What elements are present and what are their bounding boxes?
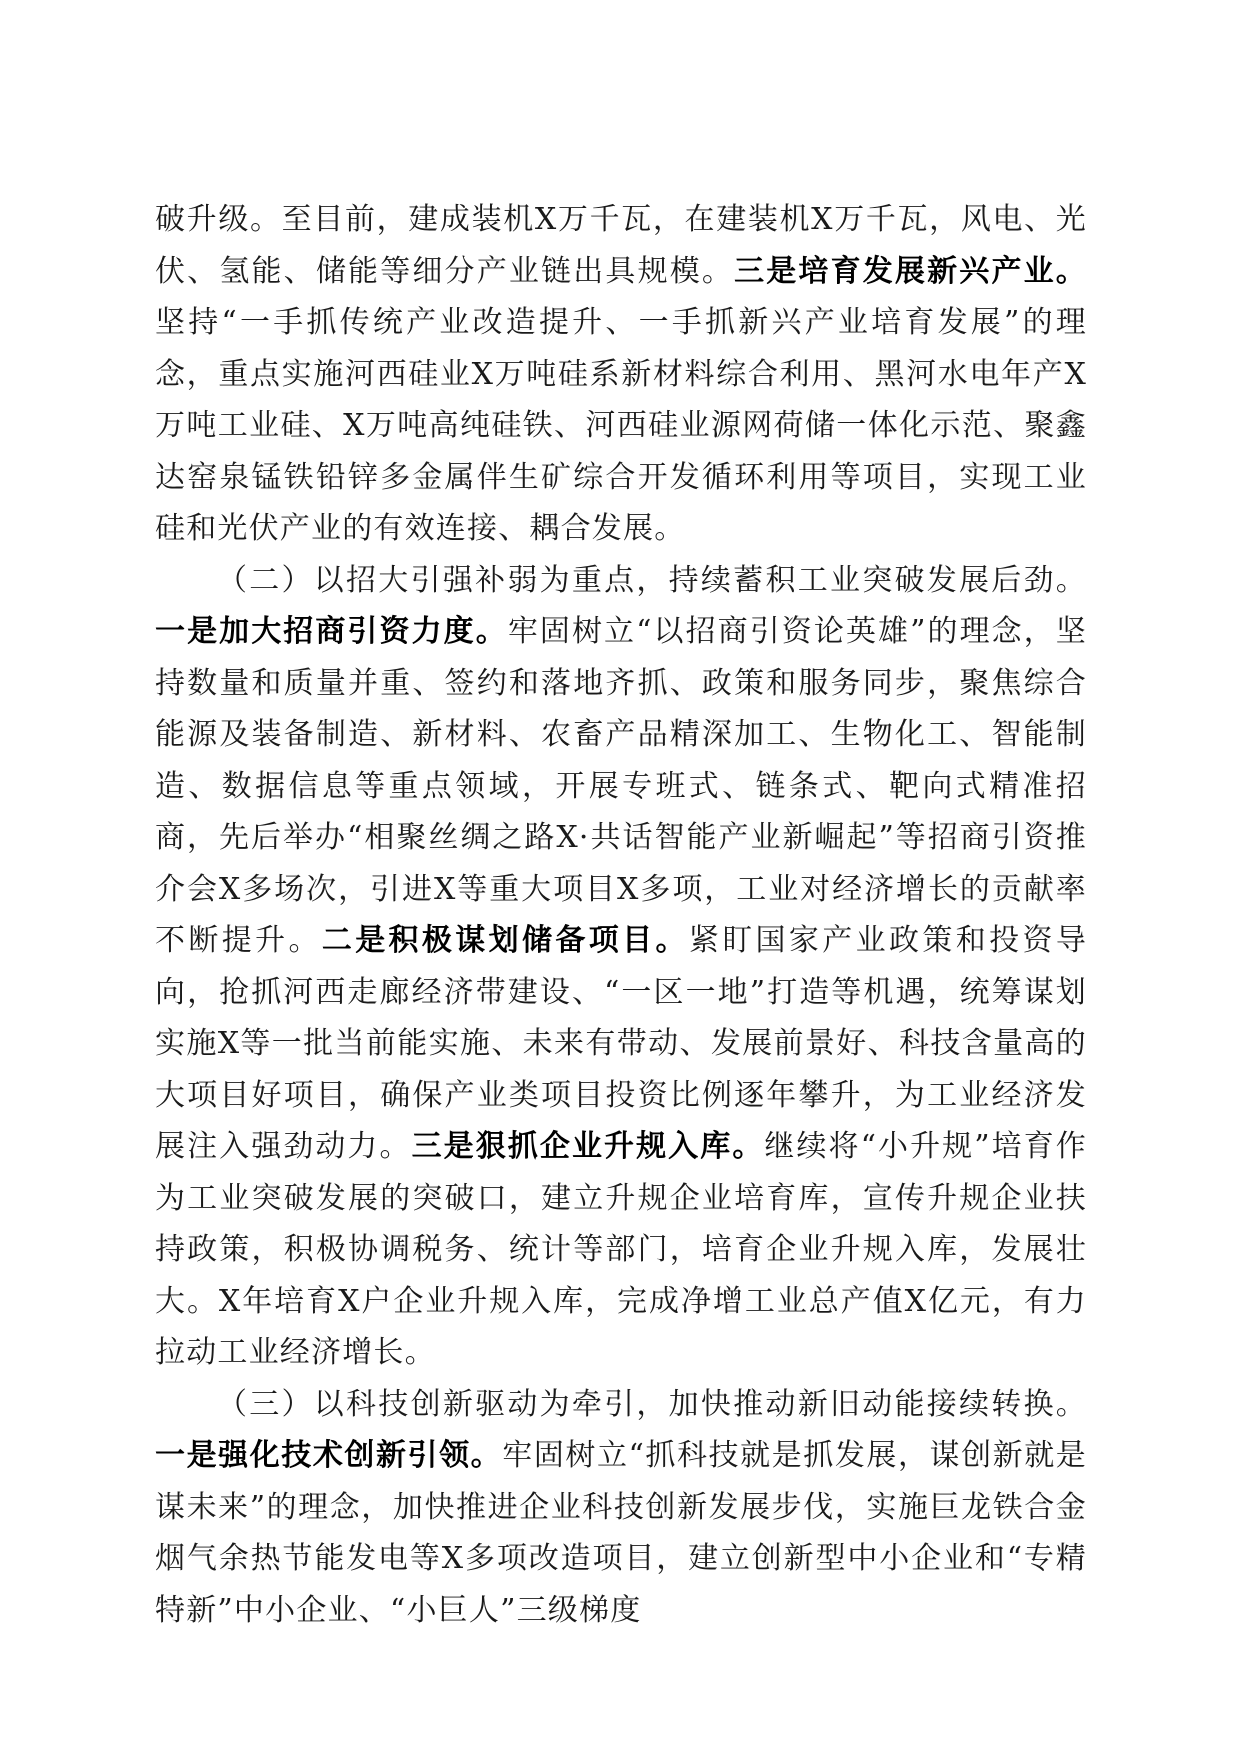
section-2-run-1: 牢固树立“以招商引资论英雄”的理念，坚持数量和质量并重、签约和落地齐抓、政策和服务同步，聚焦综合能源及装备制造、新材料、农畜产品精深加工、生物化工、智能制造、数据信息等重点领域，开展专班式、链条式、靶向式精准招商，先后举办“相聚丝绸之路X·共话智能产业新崛起”等招商引资推介会X多场次，引进X等重大项目X多项，工业对经济增长的贡献率不断提升。 [155, 614, 1087, 958]
section-2-run-3: 继续将“小升规”培育作为工业突破发展的突破口，建立升规企业培育库，宣传升规企业扶持政策，积极协调税务、统计等部门，培育企业升规入库，发展壮大。X年培育X户企业升规入库，完成净增工业总产值X亿元，有力拉动工业经济增长。 [155, 1129, 1088, 1370]
section-3-run-1: 牢固树立“抓科技就是抓发展，谋创新就是谋未来”的理念，加快推进企业科技创新发展步伐，实施巨龙铁合金烟气余热节能发电等X多项改造项目，建立创新型中小企业和“专精特新”中小企业、“小巨人”三级梯度 [155, 1438, 1088, 1628]
section-3-title: （三）以科技创新驱动为牵引，加快推动新旧动能接续转换。 [217, 1386, 1087, 1422]
section-2-heading-2: 二是积极谋划储备项目。 [321, 923, 689, 958]
paragraph-2 [155, 555, 1087, 1379]
section-2-run-2: 紧盯国家产业政策和投资导向，抢抓河西走廊经济带建设、“一区一地”打造等机遇，统筹谋划实施X等一批当前能实施、未来有带动、发展前景好、科技含量高的大项目好项目，确保产业类项目投资比例逐年攀升，为工业经济发展注入强劲动力。 [155, 923, 1088, 1164]
document-body [155, 194, 1087, 1636]
paragraph-1-run-1: 破升级。至目前，建成装机X万千瓦，在建装机X万千瓦，风电、光伏、氢能、储能等细分产业链出具规模。 [155, 202, 1087, 289]
section-2-title: （二）以招大引强补弱为重点，持续蓄积工业突破发展后劲。 [217, 562, 1087, 598]
section-3-heading-1: 一是强化技术创新引领。 [155, 1438, 503, 1473]
paragraph-1-run-3: 坚持“一手抓传统产业改造提升、一手抓新兴产业培育发展”的理念，重点实施河西硅业X万吨硅系新材料综合利用、黑河水电年产X万吨工业硅、X万吨高纯硅铁、河西硅业源网荷储一体化示范、聚鑫达窑泉锰铁铅锌多金属伴生矿综合开发循环利用等项目，实现工业硅和光伏产业的有效连接、耦合发展。 [155, 305, 1087, 546]
paragraph-1-heading-3: 三是培育发展新兴产业。 [734, 253, 1087, 289]
paragraph-3 [155, 1379, 1087, 1637]
section-2-heading-1: 一是加大招商引资力度。 [155, 614, 508, 649]
section-2-heading-3: 三是狠抓企业升规入库。 [411, 1129, 765, 1164]
paragraph-1 [155, 194, 1087, 555]
